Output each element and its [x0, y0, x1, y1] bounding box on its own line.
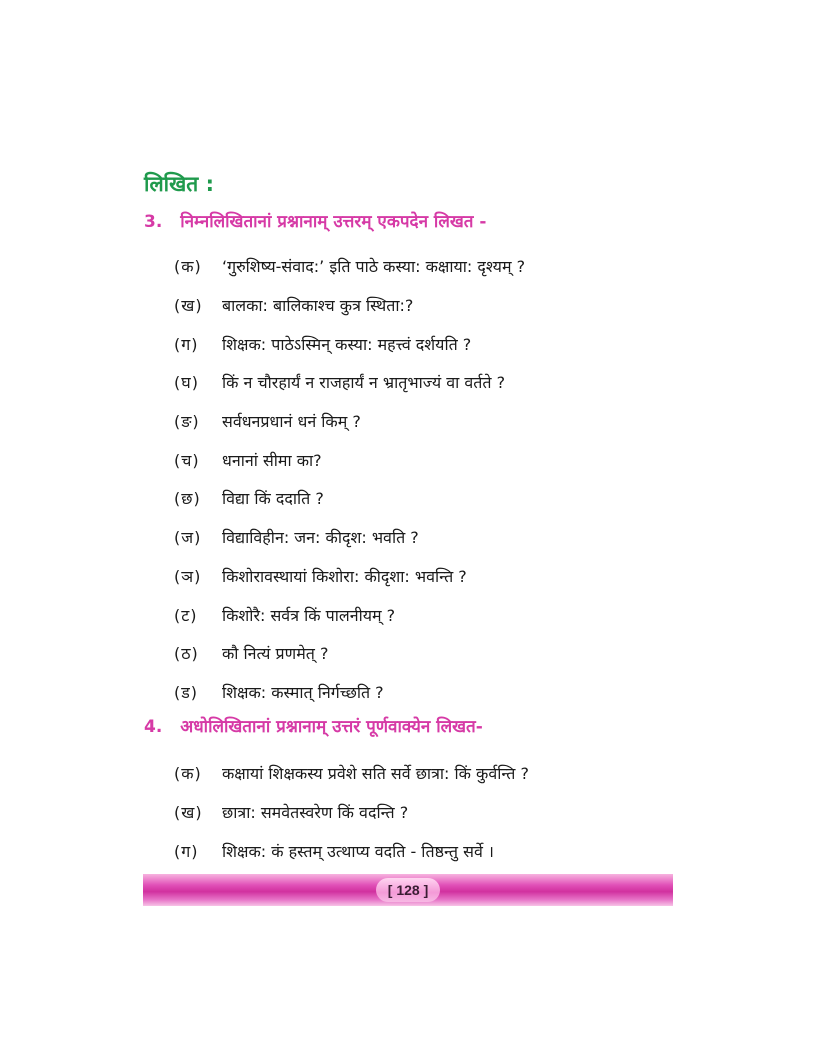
list-item — [174, 402, 525, 441]
item-label: (ड) — [174, 682, 199, 702]
item-label: (ङ) — [174, 412, 200, 432]
list-item — [174, 634, 525, 673]
list-item — [174, 831, 529, 870]
item-question: शिक्षक: कस्मात् निर्गच्छति ? — [222, 682, 384, 702]
list-item — [174, 479, 525, 518]
question-3-heading — [144, 209, 486, 232]
list-item — [174, 753, 529, 792]
item-question: विद्याविहीन: जन: कीदृश: भवति ? — [222, 528, 419, 548]
question-3-instruction: निम्नलिखितानां प्रश्नानाम् उत्तरम् एकपदेन लिखत - — [180, 212, 487, 232]
item-label: (क) — [174, 763, 202, 783]
item-question: शिक्षक: कं हस्तम् उत्थाप्य वदति - तिष्ठन्तु सर्वे । — [222, 841, 494, 861]
page-number: [ 128 ] — [376, 878, 440, 902]
item-question: विद्या किं ददाति ? — [222, 489, 324, 509]
question-3-list — [174, 247, 525, 711]
list-item — [174, 557, 525, 596]
list-item — [174, 440, 525, 479]
question-4-instruction: अधोलिखितानां प्रश्नानाम् उत्तरं पूर्णवाक्येन लिखत- — [180, 717, 483, 737]
list-item — [174, 324, 525, 363]
item-label: (ट) — [174, 605, 198, 625]
item-question: बालका: बालिकाश्च कुत्र स्थिता:? — [222, 296, 414, 316]
question-3-number: 3. — [144, 212, 163, 232]
question-4-number: 4. — [144, 717, 163, 737]
question-4-heading — [144, 714, 483, 737]
list-item — [174, 518, 525, 557]
item-question: शिक्षक: पाठेऽस्मिन् कस्या: महत्त्वं दर्शयति ? — [222, 334, 472, 354]
item-label: (च) — [174, 450, 200, 470]
list-item — [174, 247, 525, 286]
item-label: (ख) — [174, 296, 203, 316]
item-label: (क) — [174, 257, 202, 277]
item-label: (ग) — [174, 334, 199, 354]
item-question: धनानां सीमा का? — [222, 450, 322, 470]
item-label: (ज) — [174, 528, 202, 548]
question-4-list — [174, 753, 529, 870]
item-label: (छ) — [174, 489, 201, 509]
item-question: किशोरावस्थायां किशोरा: कीदृशा: भवन्ति ? — [222, 566, 467, 586]
item-label: (ञ) — [174, 566, 202, 586]
list-item — [174, 595, 525, 634]
item-question: किशोरै: सर्वत्र किं पालनीयम् ? — [222, 605, 396, 625]
item-question: छात्रा: समवेतस्वरेण किं वदन्ति ? — [222, 802, 409, 822]
list-item — [174, 286, 525, 325]
item-question: सर्वधनप्रधानं धनं किम् ? — [222, 412, 361, 432]
list-item — [174, 673, 525, 712]
list-item — [174, 363, 525, 402]
list-item — [174, 792, 529, 831]
item-label: (ठ) — [174, 644, 199, 664]
item-question: किं न चौरहार्यं न राजहार्यं न भ्रातृभाज्यं वा वर्तते ? — [222, 373, 506, 393]
section-title: लिखित : — [144, 172, 214, 196]
item-question: ‘गुरुशिष्य-संवाद:’ इति पाठे कस्या: कक्षाया: दृश्यम् ? — [222, 257, 526, 277]
item-label: (ग) — [174, 841, 199, 861]
item-label: (ख) — [174, 802, 203, 822]
item-question: कौ नित्यं प्रणमेत् ? — [222, 644, 329, 664]
item-label: (घ) — [174, 373, 199, 393]
item-question: कक्षायां शिक्षकस्य प्रवेशे सति सर्वे छात्रा: किं कुर्वन्ति ? — [222, 763, 530, 783]
